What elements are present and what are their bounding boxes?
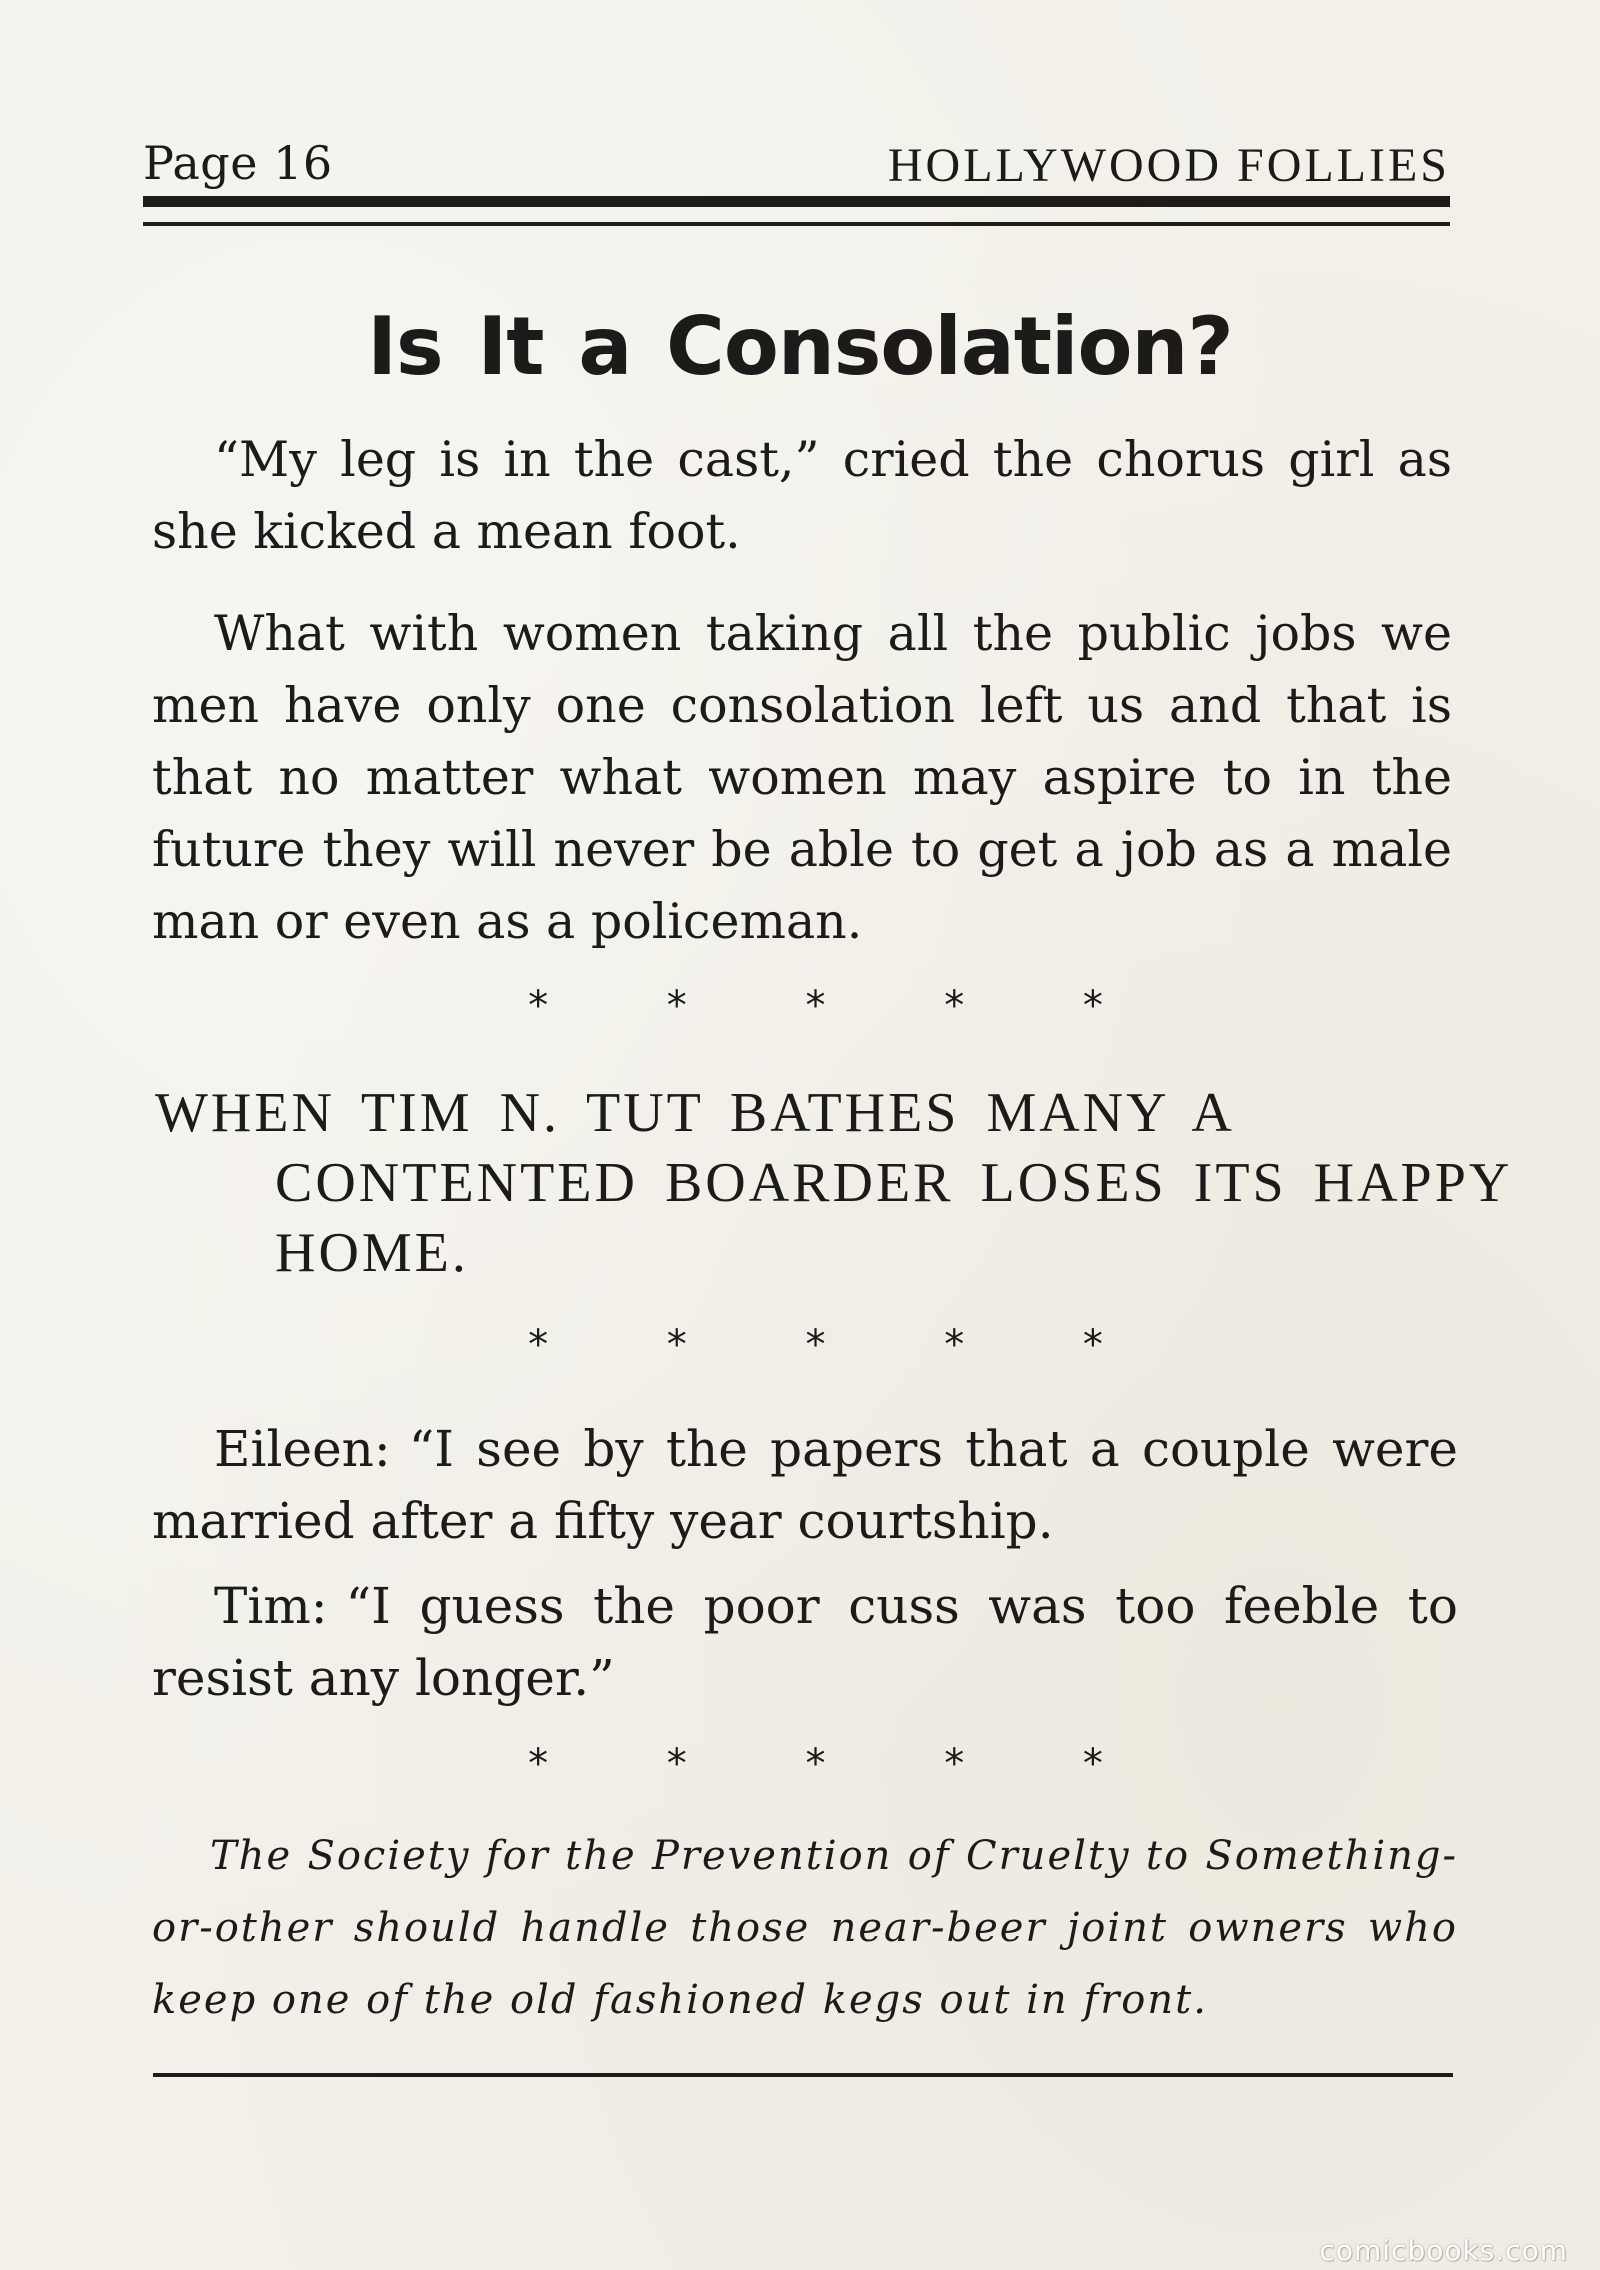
- article-paragraph: What with women taking all the public jobs we men have only one consolation left us and that is that no matter what women may aspire to in the future they will never be able to get a job as a male man or even as a policeman.: [152, 605, 1452, 950]
- header-rule-thin: [143, 222, 1450, 226]
- italic-note: The Society for the Prevention of Cruelty to Something-or-other should handle those near-beer joint owners who keep one of the old fashioned kegs out in front.: [152, 1833, 1458, 2023]
- watermark: comicbooks.com: [1319, 2234, 1568, 2267]
- dialogue-text: “I guess the poor cuss was too feeble to resist any longer.”: [152, 1577, 1458, 1707]
- magazine-title: HOLLYWOOD FOLLIES: [887, 139, 1450, 192]
- header-rule-thick: [143, 196, 1450, 207]
- dialogue-line: [152, 1413, 1458, 1557]
- asterisk-separator: * * * * *: [528, 1741, 1156, 1787]
- dialogue-line: [152, 1570, 1458, 1714]
- dialogue-text: “I see by the papers that a couple were married after a fifty year courtship.: [152, 1420, 1458, 1550]
- caps-joke: WHEN TIM N. TUT BATHES MANY A CONTENTED BOARDER LOSES ITS HAPPY HOME.: [155, 1082, 1511, 1284]
- page-header: [143, 136, 1450, 192]
- page-number: Page 16: [143, 136, 333, 190]
- asterisk-separator: * * * * *: [528, 1322, 1156, 1368]
- dialogue-speaker: Eileen:: [214, 1420, 391, 1478]
- asterisk-separator: * * * * *: [528, 983, 1156, 1029]
- dialogue-speaker: Tim:: [214, 1577, 328, 1635]
- article-title: Is It a Consolation?: [367, 300, 1233, 393]
- footer-rule: [153, 2073, 1453, 2077]
- article-paragraph: “My leg is in the cast,” cried the chorus girl as she kicked a mean foot.: [152, 431, 1452, 560]
